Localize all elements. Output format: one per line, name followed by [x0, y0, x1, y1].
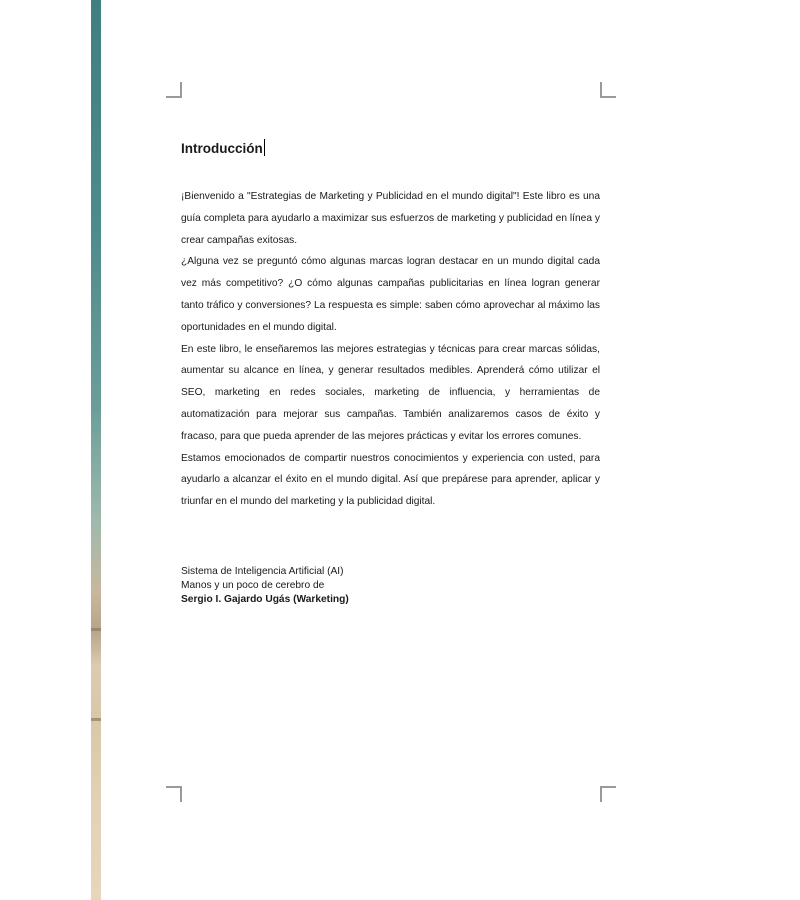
signature-block: [181, 565, 600, 607]
paragraph-4: Estamos emocionados de compartir nuestros conocimientos y experiencia con usted, para ayudarlo a alcanzar el éxito en el mundo digital. Así que prepárese para aprender, aplicar y triunfar en el mundo del marketing y la publicidad digital.: [181, 452, 600, 508]
crop-mark-top-left: [166, 82, 182, 98]
crop-mark-bottom-right: [600, 786, 616, 802]
strip-mark: [91, 718, 101, 721]
cover-image-strip: [91, 0, 101, 900]
intro-text[interactable]: [181, 186, 600, 513]
crop-mark-top-right: [600, 82, 616, 98]
crop-mark-bottom-left: [166, 786, 182, 802]
paragraph-3: En este libro, le enseñaremos las mejores estrategias y técnicas para crear marcas sólidas, aumentar su alcance en línea, y generar resultados medibles. Aprenderá cómo utilizar el SEO, marketing en redes sociales, marketing de influencia, y herramientas de automatización para mejorar sus campañas. También analizaremos casos de éxito y fracaso, para que pueda aprender de las mejores prácticas y evitar los errores comunes.: [181, 343, 600, 442]
text-cursor: [264, 139, 265, 156]
strip-mark: [91, 628, 101, 631]
paragraph-1: ¡Bienvenido a "Estrategias de Marketing y Publicidad en el mundo digital"! Este libro es una guía completa para ayudarlo a maximizar sus esfuerzos de marketing y publicidad en línea y crear campañas exitosas.: [181, 191, 600, 246]
signature-line-1: Sistema de Inteligencia Artificial (AI): [181, 565, 344, 577]
signature-author: Sergio I. Gajardo Ugás (Warketing): [181, 593, 349, 605]
section-heading[interactable]: [181, 138, 600, 160]
paragraph-2: ¿Alguna vez se preguntó cómo algunas marcas logran destacar en un mundo digital cada vez más competitivo? ¿O cómo algunas campañas publicitarias en línea logran generar tanto tráfico y conversiones? La respuesta es simple: saben cómo aprovechar al máximo las oportunidades en el mundo digital.: [181, 256, 600, 333]
heading-text: Introducción: [181, 141, 263, 156]
document-body[interactable]: [181, 138, 600, 607]
signature-line-2: Manos y un poco de cerebro de: [181, 579, 325, 591]
